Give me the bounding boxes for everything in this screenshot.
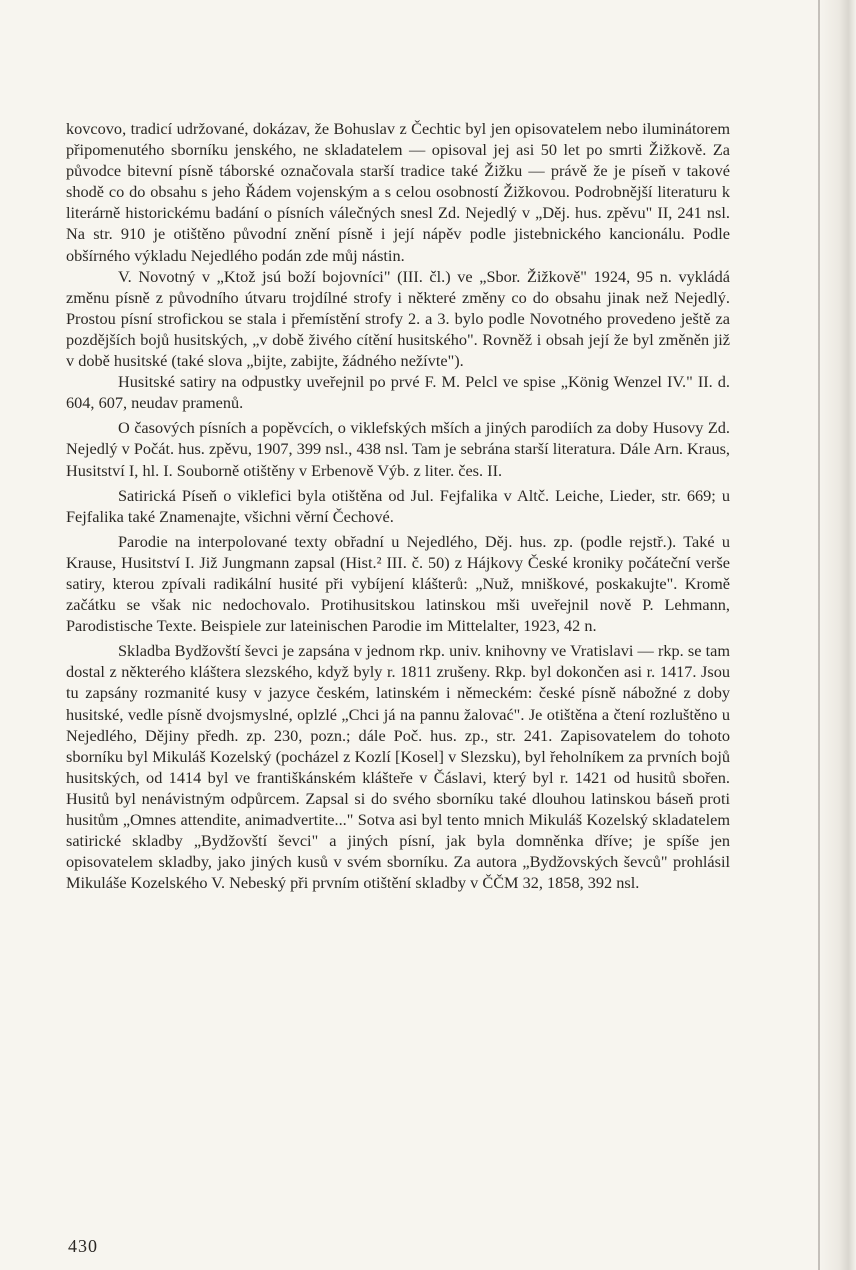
- page-gutter-line: [818, 0, 820, 1270]
- paragraph-1: kovcovo, tradicí udržované, dokázav, že Bohuslav z Čechtic byl jen opisovatelem nebo iluminátorem připomenutého sborníku jenského, ne skladatelem — opisoval jej asi 50 let po smrti Žižkově. Za původce bitevní písně táborské označovala starší tradice také Žižku — právě že je píseň v takové shodě co do obsahu s jeho Řádem vojenským a s celou osobností Žižkovou. Podrobnější literaturu k literárně historickému badání o písních válečných snesl Zd. Nejedlý v „Děj. hus. zpěvu" II, 241 nsl. Na str. 910 je otištěno původní znění písně i její nápěv podle jistebnického kancionálu. Podle obšírného výkladu Nejedlého podán zde můj nástin.: [66, 119, 730, 265]
- paragraph-5: Satirická Píseň o viklefici byla otištěna od Jul. Fejfalika v Altč. Leiche, Lieder, str. 669; u Fejfalika také Znamenajte, všichni věrní Čechové.: [66, 485, 730, 526]
- paragraph-2: V. Novotný v „Ktož jsú boží bojovníci" (III. čl.) ve „Sbor. Žižkově" 1924, 95 n. vykládá změnu písně z původního útvaru trojdílné strofy i některé změny co do obsahu jinak než Nejedlý. Prostou písní strofickou se stala i přemístění strofy 2. a 3. bylo podle Novotného provedeno ještě za pozdějších bojů husitských, „v době živého cítění husitského". Rovněž i obsah její že byl změněn již v době husitské (také slova „bijte, zabijte, žádného nežívte").: [66, 266, 730, 371]
- paragraph-3: Husitské satiry na odpustky uveřejnil po prvé F. M. Pelcl ve spise „König Wenzel IV." II. d. 604, 607, neudav pramenů.: [66, 372, 730, 413]
- body-text: [66, 118, 730, 893]
- page-number: 430: [68, 1236, 98, 1256]
- paragraph-7: Skladba Bydžovští ševci je zapsána v jednom rkp. univ. knihovny ve Vratislavi — rkp. se tam dostal z některého kláštera slezského, když byly r. 1811 zrušeny. Rkp. byl dokončen asi r. 1417. Jsou tu zapsány rozmanité kusy v jazyce českém, latinském i německém: české písně nábožné z doby husitské, vedle písně dvojsmyslné, oplzlé „Chci já na pannu žalovać". Je otištěna a čtení rozluštěno u Nejedlého, Dějiny předh. zp. 230, pozn.; dále Poč. hus. zp., str. 241. Zapisovatelem do tohoto sborníku byl Mikuláš Kozelský (pocházel z Kozlí [Kosel] v Slezsku), byl řeholníkem za prvních bojů husitských, od 1414 byl ve františkánském klášteře v Čáslavi, který byl r. 1421 od husitů sbořen. Husitů byl nenávistným odpůrcem. Zapsal si do svého sborníku také dlouhou latinskou báseň proti husitům „Omnes attendite, animadvertite..." Sotva asi byl tento mnich Mikuláš Kozelský skladatelem satirické skladby „Bydžovští ševci" a jiných písní, jak byla domněnka dříve; je spíše jen opisovatelem skladby, jako jiných kusů v svém sborníku. Za autora „Bydžovských ševců" prohlásil Mikuláše Kozelského V. Nebeský při prvním otištění skladby v ČČM 32, 1858, 392 nsl.: [66, 641, 730, 893]
- page-edge-shadow: [818, 0, 856, 1270]
- paragraph-6: Parodie na interpolované texty obřadní u Nejedlého, Děj. hus. zp. (podle rejstř.). Také u Krause, Husitství I. Již Jungmann zapsal (Hist.² III. č. 50) z Hájkovy České kroniky počáteční verše satiry, kterou zpívali radikální husité při vybíjení klášterů: „Nuž, mniškové, poskakujte". Kromě začátku se však nic nedochovalo. Protihusitskou latinskou mši uveřejnil nově P. Lehmann, Parodistische Texte. Beispiele zur lateinischen Parodie im Mittelalter, 1923, 42 n.: [66, 531, 730, 636]
- paragraph-4: O časových písních a popěvcích, o viklefských mších a jiných parodiích za doby Husovy Zd. Nejedlý v Počát. hus. zpěvu, 1907, 399 nsl., 438 nsl. Tam je sebrána starší literatura. Dále Arn. Kraus, Husitství I, hl. I. Souborně otištěny v Erbenově Výb. z liter. čes. II.: [66, 418, 730, 480]
